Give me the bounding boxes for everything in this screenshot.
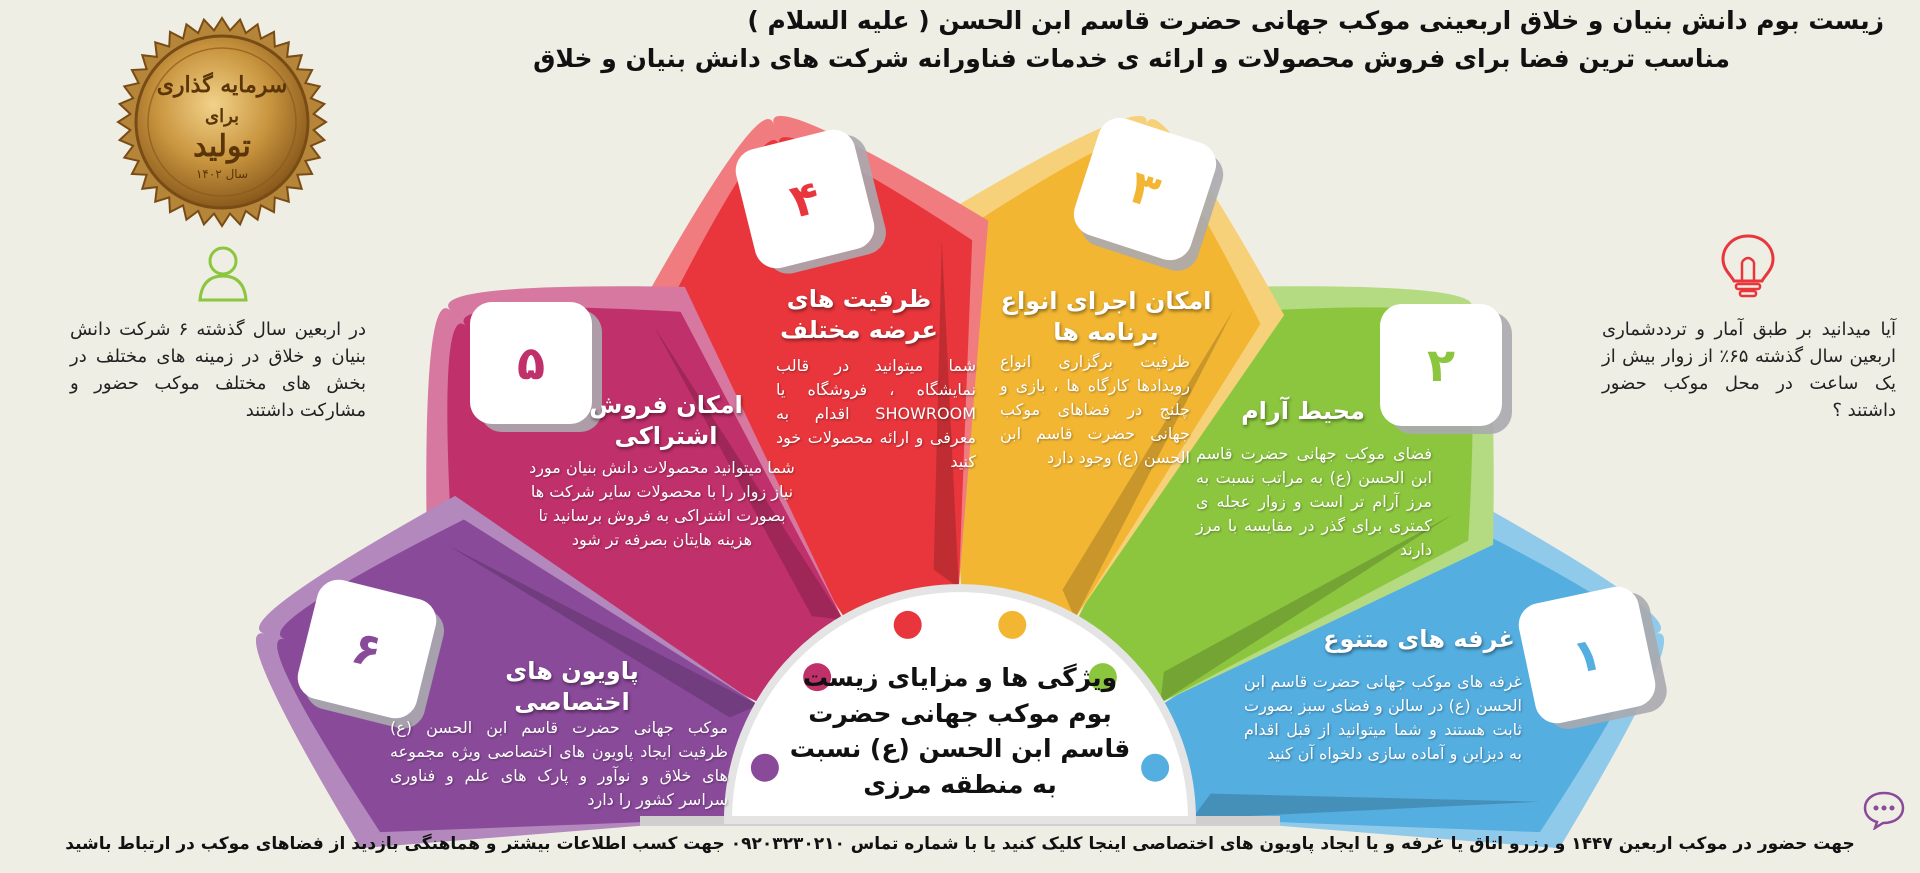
seal-text-top: سرمایه گذاری [156,72,288,98]
segment-1-text: غرفه های موکب جهانی حضرت قاسم ابن الحسن (ع) در سالن و فضای سبز بصورت ثابت هستند و شما میتوانید از قبل اقدام به دیزاین و آماده سازی دلخواه آن کنید [1244,672,1522,763]
segment-6-number: ۶ [346,619,388,679]
seal-year: سال ۱۴۰۲ [195,167,249,181]
segment-3-text: ظرفیت برگزاری انواع رویدادها کارگاه ها ، بازی و چلنج در فضاهای موکب جهانی حضرت قاسم ابن الحسن (ع) وجود دارد [1000,352,1190,467]
segment-2-text: فضای موکب جهانی حضرت قاسم ابن الحسن (ع) به مراتب نسبت به مرز آرام تر است و زوار عجله ی کمتری برای گذر در مقایسه با مرز دارند [1196,444,1432,559]
footer-cta-text[interactable]: جهت حضور در موکب اربعین ۱۴۴۷ و رزرو اتاق یا غرفه و یا ایجاد پاویون های اختصاصی اینجا کلیک کنید یا با شماره تماس ۰۹۲۰۳۲۳۰۲۱۰ جهت کسب اطلاعات بیشتر و هماهنگی بازدید از فضاهای موکب در ارتباط باشید [65,834,1855,854]
page-title: زیست بوم دانش بنیان و خلاق اربعینی موکب جهانی حضرت قاسم ابن الحسن ( علیه السلام ) [747,6,1884,35]
segment-4-number: ۴ [784,169,826,229]
segment-2-number-card [1380,304,1502,426]
segment-3-title: امکان اجرای انواع برنامه ها [1000,287,1212,347]
segment-2-number: ۲ [1426,338,1456,392]
seal-text-bottom: تولید [193,129,251,164]
segment-2-title: محیط آرام [1241,397,1365,425]
segment-4-title: ظرفیت های عرضه مختلف [780,285,938,345]
segment-3-dot [998,611,1026,639]
segment-6-text: موکب جهانی حضرت قاسم ابن الحسن (ع) ظرفیت ایجاد پاویون های اختصاصی ویژه مجموعه های خلاق و نوآور و پارک های علم و فناوری سراسر کشور را دارد [390,718,728,809]
chat-bubble-icon[interactable] [1862,790,1906,830]
segment-1-title: غرفه های متنوع [1323,625,1515,653]
center-title: ویژگی ها و مزایای زیست بوم موکب جهانی حضرت قاسم ابن الحسن (ع) نسبت به منطقه مرزی [789,663,1131,799]
page-subtitle: مناسب ترین فضا برای فروش محصولات و ارائه ی خدمات فناورانه شرکت های دانش بنیان و خلاق [533,44,1730,73]
segment-4-dot [894,611,922,639]
right-note-text: آیا میدانید بر طبق آمار و ترددشماری اربعین سال گذشته ۶۵٪ از زوار بیش از یک ساعت در محل موکب حضور داشتند ؟ [1602,319,1896,421]
segment-5-number: ۵ [516,336,546,390]
left-note-text: در اربعین سال گذشته ۶ شرکت دانش بنیان و خلاق در زمینه های مختلف در بخش های مختلف موکب حضور و مشارکت داشتند [70,319,366,421]
segment-5-number-card [470,302,592,424]
segment-1-number: ۱ [1567,625,1607,685]
segment-5-title: امکان فروش اشتراکی [589,391,743,451]
segment-6-title: پاویون های اختصاصی [505,657,639,717]
segment-6-dot [751,754,779,782]
seal-text-mid: برای [204,106,240,127]
segment-5-text: شما میتوانید محصولات دانش بنیان مورد نیاز زوار را با محصولات سایر شرکت ها بصورت اشتراکی به فروش برسانید تا هزینه هایتان بصرفه تر شود [529,458,795,549]
segment-3-number: ۳ [1123,158,1167,220]
segment-4-text: شما میتوانید در قالب نمایشگاه ، فروشگاه یا SHOWROOM اقدام به معرفی و ارائه محصولات خود کنید [776,356,976,471]
segment-1-dot [1141,754,1169,782]
